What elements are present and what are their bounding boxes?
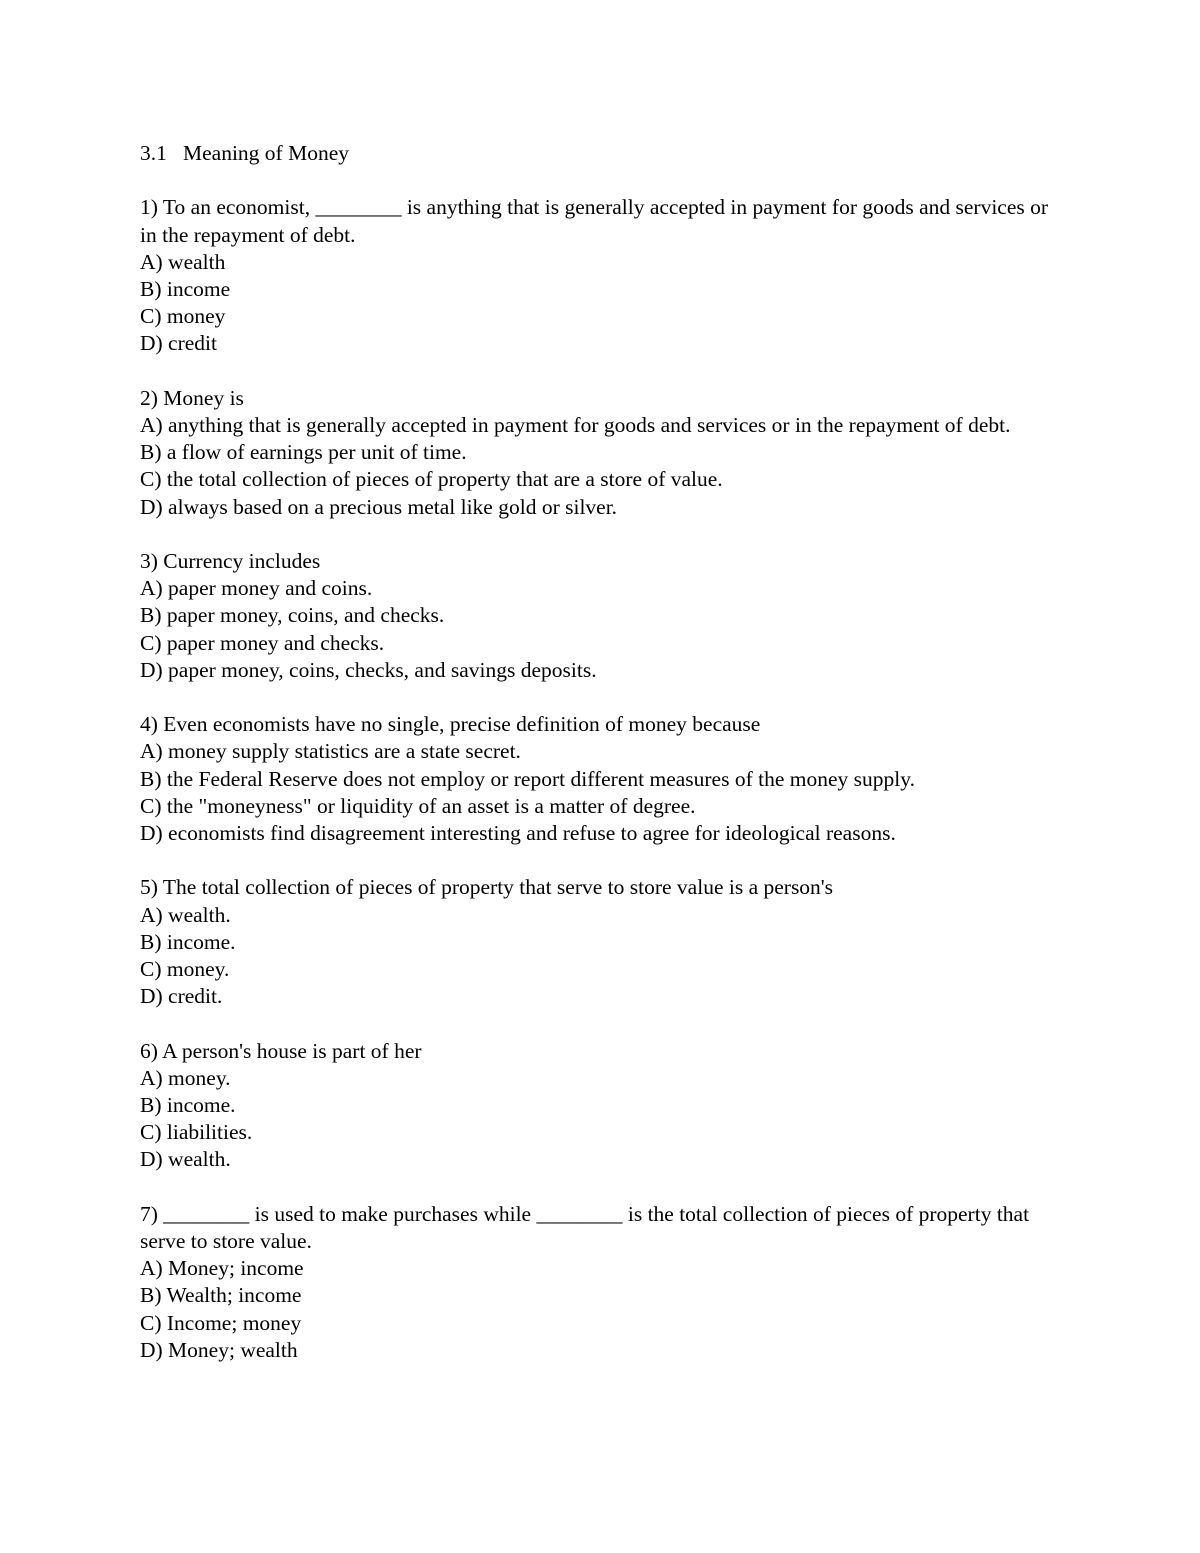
option-c: C) Income; money xyxy=(140,1310,302,1335)
option-d: D) credit xyxy=(140,331,218,356)
section-title: Meaning of Money xyxy=(183,141,349,165)
option-a: A) money supply statistics are a state secret. xyxy=(140,739,521,764)
option-c: C) money xyxy=(140,304,226,329)
question-stem: 6) A person's house is part of her xyxy=(140,1038,422,1063)
option-c: C) the total collection of pieces of property that are a store of value. xyxy=(140,467,723,492)
question-2 xyxy=(140,385,1060,521)
option-a: A) money. xyxy=(140,1065,231,1090)
option-b: B) the Federal Reserve does not employ or report different measures of the money supply. xyxy=(140,766,915,791)
option-a: A) wealth xyxy=(140,249,226,274)
section-heading xyxy=(140,140,1060,167)
option-d: D) wealth. xyxy=(140,1147,231,1172)
question-stem: 2) Money is xyxy=(140,385,244,410)
option-d: D) paper money, coins, checks, and savings deposits. xyxy=(140,657,597,682)
option-a: A) wealth. xyxy=(140,902,231,927)
option-d: D) economists find disagreement interesting and refuse to agree for ideological reasons. xyxy=(140,821,896,846)
question-6 xyxy=(140,1038,1060,1174)
question-4 xyxy=(140,711,1060,847)
question-3 xyxy=(140,548,1060,684)
option-a: A) Money; income xyxy=(140,1256,304,1281)
section-number: 3.1 xyxy=(140,141,167,165)
question-stem: 7) ________ is used to make purchases while ________ is the total collection of pieces of property that serve to store value. xyxy=(140,1201,1030,1254)
option-c: C) the "moneyness" or liquidity of an asset is a matter of degree. xyxy=(140,793,696,818)
question-stem: 3) Currency includes xyxy=(140,549,321,573)
question-7 xyxy=(140,1201,1060,1364)
option-b: B) income xyxy=(140,277,231,301)
question-stem: 5) The total collection of pieces of property that serve to store value is a person's xyxy=(140,875,834,900)
option-c: C) money. xyxy=(140,957,230,982)
option-d: D) Money; wealth xyxy=(140,1337,298,1362)
option-a: A) paper money and coins. xyxy=(140,576,373,601)
option-b: B) paper money, coins, and checks. xyxy=(140,603,445,628)
document-page xyxy=(140,140,1060,1391)
option-c: C) paper money and checks. xyxy=(140,630,385,655)
question-stem: 1) To an economist, ________ is anything that is generally accepted in payment for goods and services or in the repayment of debt. xyxy=(140,195,1049,247)
option-d: D) credit. xyxy=(140,984,223,1009)
option-b: B) income. xyxy=(140,929,236,954)
option-b: B) a flow of earnings per unit of time. xyxy=(140,440,467,465)
option-a: A) anything that is generally accepted in payment for goods and services or in the repayment of debt. xyxy=(140,413,1011,437)
option-b: B) Wealth; income xyxy=(140,1283,302,1308)
question-1 xyxy=(140,194,1060,357)
question-5 xyxy=(140,874,1060,1010)
option-c: C) liabilities. xyxy=(140,1120,253,1145)
question-stem: 4) Even economists have no single, precise definition of money because xyxy=(140,712,761,737)
option-b: B) income. xyxy=(140,1093,236,1118)
option-d: D) always based on a precious metal like gold or silver. xyxy=(140,494,618,519)
